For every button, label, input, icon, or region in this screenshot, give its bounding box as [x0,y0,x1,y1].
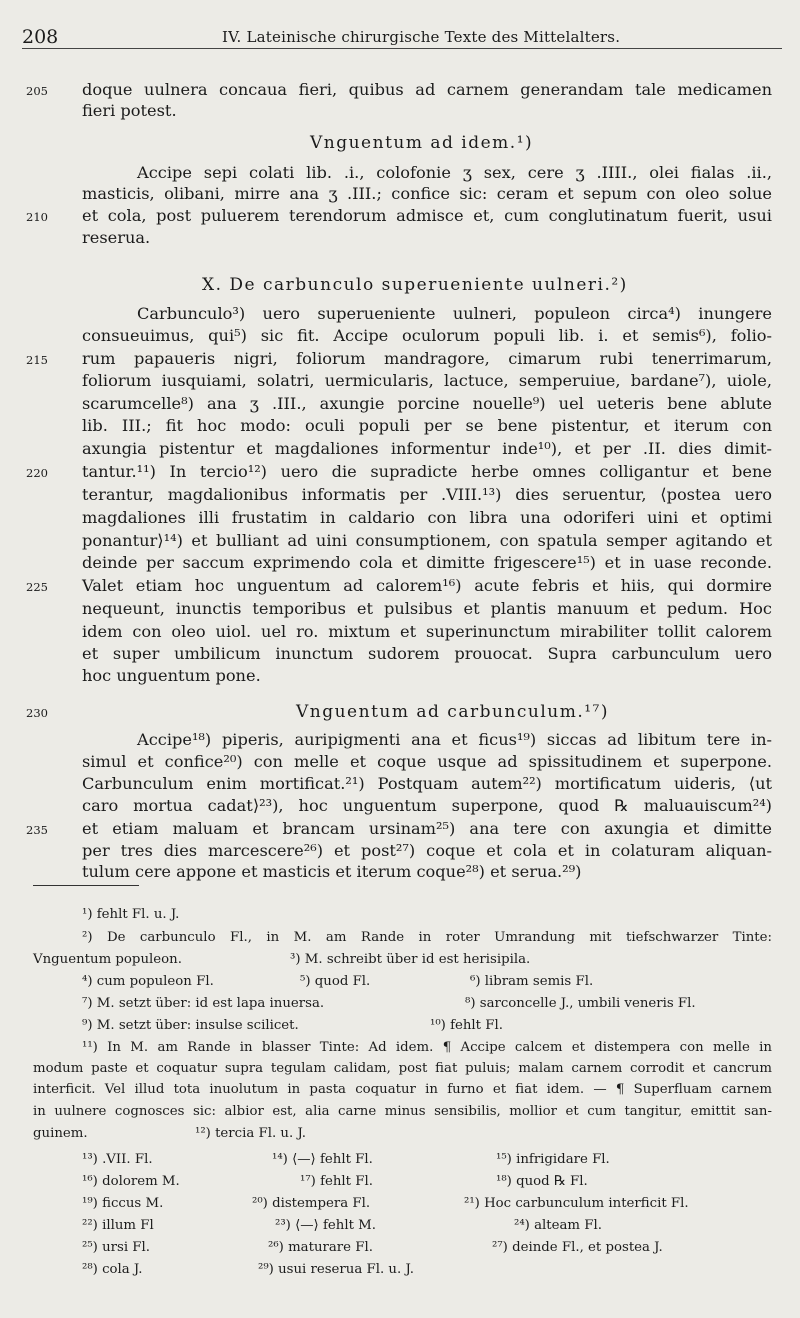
text-line: fieri potest. [82,101,177,120]
text-line: deinde per saccum exprimendo cola et dimitte frigescere¹⁵) et in uase reconde. [82,553,772,572]
running-title: IV. Lateinische chirurgische Texte des Mittelalters. [222,28,621,46]
footnote: ²⁹) usui reserua Fl. u. J. [258,1262,414,1277]
footnote: ¹⁷) fehlt Fl. [300,1174,373,1189]
text-line: doque uulnera concaua fieri, quibus ad carnem generandam tale medicamen [82,80,772,99]
text-line: Valet etiam hoc unguentum ad calorem¹⁶) acute febris et hiis, qui dormire [82,576,772,595]
text-line: masticis, olibani, mirre ana ʒ .III.; confice sic: ceram et sepum con oleo solue [82,184,772,203]
section-heading: Vnguentum ad carbunculum.¹⁷) [296,702,609,722]
footnote: ⁸) sarconcelle J., umbili veneris Fl. [465,996,696,1011]
footnote: ²¹) Hoc carbunculum interficit Fl. [464,1196,689,1211]
footnote: ¹³) .VII. Fl. [82,1152,153,1167]
footnote: ¹⁸) quod ℞ Fl. [496,1174,588,1189]
text-line: tantur.¹¹) In tercio¹²) uero die supradicte herbe omnes colligantur et bene [82,462,772,481]
text-line: et cola, post puluerem terendorum admisce et, cum conglutinatum fuerit, usui [82,206,772,225]
footnote: ³) M. schreibt über id est herisipila. [290,952,531,967]
footnote: in uulnere cognosces sic: albior est, alia carne minus sensibilis, mollior et cum tangitur, emittit san- [33,1104,772,1119]
text-line: ponantur⟩¹⁴) et bulliant ad uini consumptionem, con spatula semper agitando et [82,531,772,550]
footnote: Vnguentum populeon. [33,952,182,967]
footnote: ¹⁵) infrigidare Fl. [496,1152,610,1167]
line-number: 220 [26,466,48,480]
footnote: ²) De carbunculo Fl., in M. am Rande in roter Umrandung mit tiefschwarzer Tinte: [82,930,772,945]
text-line: Carbunculo³) uero superueniente uulneri, populeon circa⁴) inungere [137,304,772,323]
text-line: Accipe¹⁸) piperis, auripigmenti ana et ficus¹⁹) siccas ad libitum tere in- [137,730,772,749]
text-line: terantur, magdalionibus informatis per .VIII.¹³) dies seruentur, ⟨postea uero [82,485,772,504]
footnote: ²⁶) maturare Fl. [268,1240,373,1255]
text-line: lib. III.; fit hoc modo: oculi populi per se bene pistentur, et iterum con [82,416,772,435]
footnote: ⁴) cum populeon Fl. [82,974,214,989]
page-number: 208 [22,26,59,48]
footnote: interficit. Vel illud tota inuolutum in pasta coquatur in furno et fiat idem. — ¶ Superfluam carnem [33,1082,772,1097]
footnote: ⁵) quod Fl. [300,974,371,989]
text-line: consueuimus, qui⁵) sic fit. Accipe oculorum populi lib. i. et semis⁶), folio- [82,326,772,345]
text-line: caro mortua cadat⟩²³), hoc unguentum superpone, quod ℞ maluauiscum²⁴) [82,796,772,815]
footnote: ¹⁹) ficcus M. [82,1196,164,1211]
text-line: tulum cere appone et masticis et iterum coque²⁸) et serua.²⁹) [82,862,582,881]
page-header [22,22,782,49]
text-line: simul et confice²⁰) con melle et coque usque ad spissitudinem et superpone. [82,752,772,771]
text-line: Carbunculum enim mortificat.²¹) Postquam autem²²) mortificatum uideris, ⟨ut [82,774,772,793]
footnote: ²²) illum Fl [82,1218,154,1233]
footnote: ¹⁴) ⟨—⟩ fehlt Fl. [272,1152,373,1167]
footnote: ⁶) libram semis Fl. [470,974,594,989]
text-line: hoc unguentum pone. [82,666,261,685]
footnote: ¹) fehlt Fl. u. J. [82,907,180,922]
text-line: scarumcelle⁸) ana ʒ .III., axungie porcine nouelle⁹) uel ueteris bene ablute [82,394,772,413]
footnote: ⁷) M. setzt über: id est lapa inuersa. [82,996,325,1011]
footnote: ²³) ⟨—⟩ fehlt M. [275,1218,376,1233]
section-heading: X. De carbunculo superueniente uulneri.²) [202,275,628,295]
text-line: idem con oleo uiol. uel ro. mixtum et superinunctum mirabiliter tollit calorem [82,622,772,641]
text-line: axungia pistentur et magdaliones informentur inde¹⁰), et per .II. dies dimit- [82,439,772,458]
footnote: ¹⁶) dolorem M. [82,1174,180,1189]
text-line: et etiam maluam et brancam ursinam²⁵) ana tere con axungia et dimitte [82,819,772,838]
text-line: per tres dies marcescere²⁶) et post²⁷) coque et cola et in colaturam aliquan- [82,841,772,860]
text-line: nequeunt, inunctis temporibus et pulsibus et plantis manuum et pedum. Hoc [82,599,772,618]
line-number: 215 [26,353,48,367]
text-line: et super umbilicum inunctum sudorem prouocat. Supra carbunculum uero [82,644,772,663]
footnote: ²⁷) deinde Fl., et postea J. [492,1240,663,1255]
footnote: ²⁸) cola J. [82,1262,143,1277]
footnote: modum paste et coquatur supra tegulam calidam, post fiat puluis; malam carnem corrodit et cancrum [33,1061,772,1076]
line-number: 235 [26,823,48,837]
footnote: ¹¹) In M. am Rande in blasser Tinte: Ad idem. ¶ Accipe calcem et distempera con melle in [82,1040,772,1055]
footnote-rule [33,885,139,886]
text-line: rum papaueris nigri, foliorum mandragore, cimarum rubi tenerrimarum, [82,349,772,368]
text-line: Accipe sepi colati lib. .i., colofonie ʒ sex, cere ʒ .IIII., olei fialas .ii., [137,163,772,182]
footnote: guinem. [33,1126,88,1141]
footnote: ¹²) tercia Fl. u. J. [195,1126,306,1141]
section-heading: Vnguentum ad idem.¹) [310,133,534,153]
line-number: 230 [26,706,48,720]
text-line: reserua. [82,228,151,247]
line-number: 210 [26,210,48,224]
footnote: ²⁵) ursi Fl. [82,1240,151,1255]
line-number: 225 [26,580,48,594]
footnote: ²⁴) alteam Fl. [514,1218,602,1233]
line-number: 205 [26,84,48,98]
footnote: ¹⁰) fehlt Fl. [430,1018,503,1033]
footnote: ⁹) M. setzt über: insulse scilicet. [82,1018,299,1033]
text-line: foliorum iusquiami, solatri, uermicularis, lactuce, semperuiue, bardane⁷), uiole, [82,371,772,390]
text-line: magdaliones illi frustatim in caldario con libra una odoriferi uini et optimi [82,508,772,527]
footnote: ²⁰) distempera Fl. [252,1196,371,1211]
